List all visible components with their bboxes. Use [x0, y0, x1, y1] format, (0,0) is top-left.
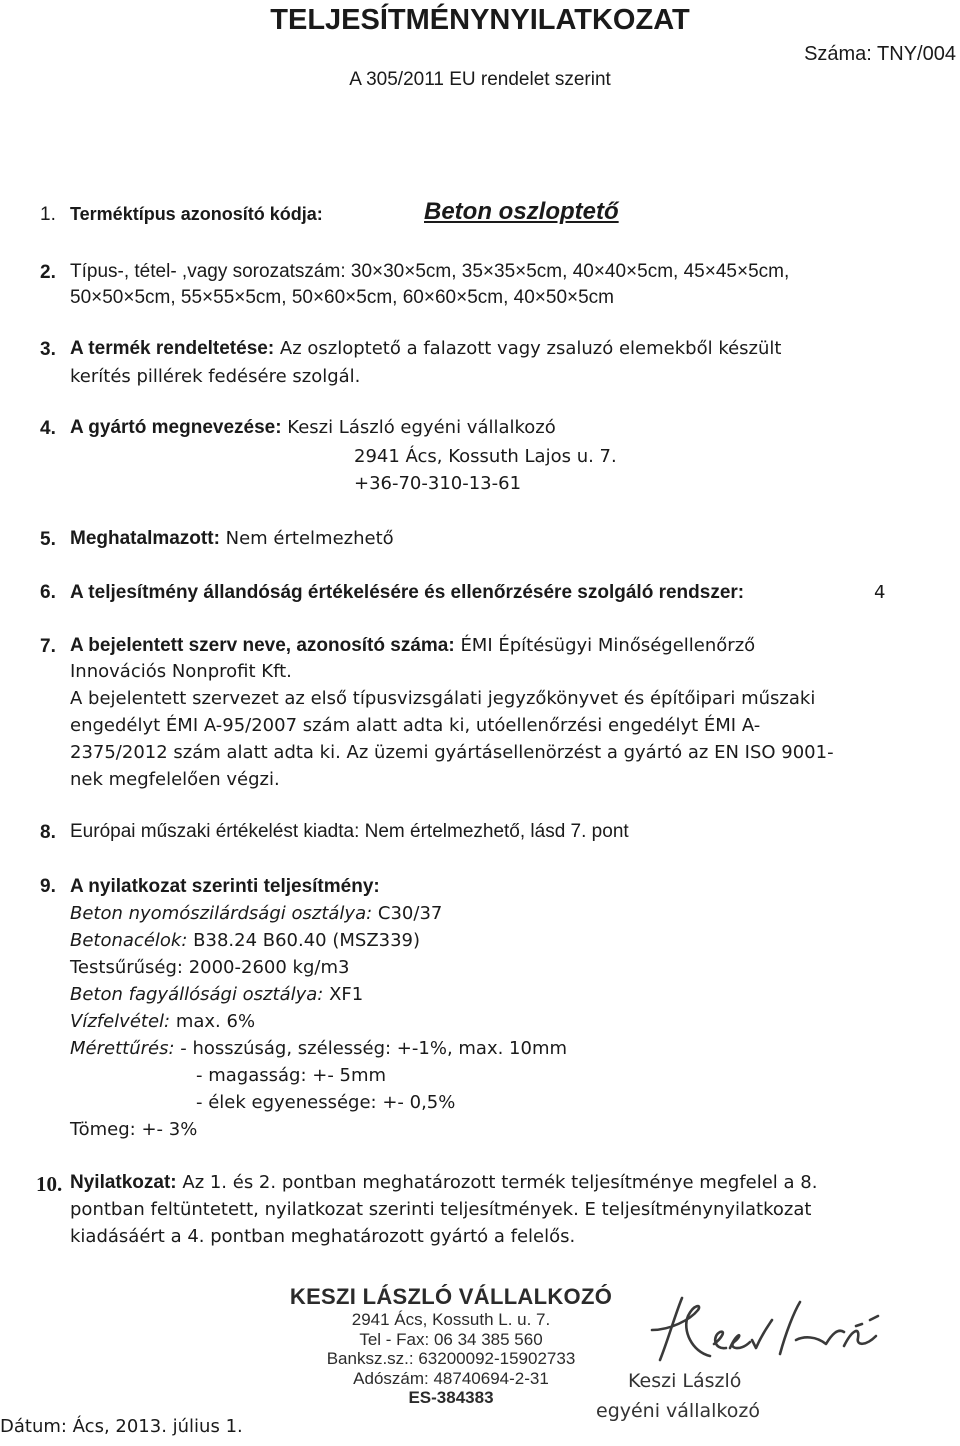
perf-compressive-value: C30/37 [377, 903, 443, 924]
signature-name: Keszi László [628, 1370, 742, 1392]
avcp-system-value: 4 [874, 582, 886, 603]
perf-row-mass: Tömeg: +- 3% [70, 1119, 198, 1140]
section-2-number: 2. [40, 262, 56, 283]
declaration-label: Nyilatkozat: [70, 1172, 177, 1193]
document-subtitle: A 305/2011 EU rendelet szerint [349, 69, 611, 90]
handwritten-signature [630, 1290, 900, 1380]
perf-row-height: - magasság: +- 5mm [196, 1065, 387, 1086]
intended-use [70, 338, 781, 360]
perf-water-value: max. 6% [175, 1011, 256, 1032]
intended-use-label: A termék rendeltetése: [70, 338, 275, 359]
notified-body [70, 635, 755, 657]
section-8-number: 8. [40, 822, 56, 843]
type-series-line-2: 50×50×5cm, 55×55×5cm, 50×60×5cm, 60×60×5cm, 40×50×5cm [70, 287, 614, 308]
perf-steel-value: B38.24 B60.40 (MSZ339) [193, 930, 421, 951]
perf-compressive-label: Beton nyomószilárdsági osztálya: [70, 903, 373, 924]
avcp-system-label: A teljesítmény állandóság értékelésére és ellenőrzésére szolgáló rendszer: [70, 582, 745, 603]
perf-row-density: Testsűrűség: 2000-2600 kg/m3 [70, 957, 350, 978]
authorised-rep-value: Nem értelmezhető [225, 528, 394, 549]
perf-row-compressive [70, 903, 442, 924]
european-assessment: Európai műszaki értékelést kiadta: Nem értelmezhető, lásd 7. pont [70, 821, 629, 842]
section-10-number: 10. [36, 1172, 63, 1196]
section-7-number: 7. [40, 636, 56, 657]
declared-performance-label: A nyilatkozat szerinti teljesítmény: [70, 876, 380, 897]
perf-water-label: Vízfelvétel: [70, 1011, 171, 1032]
declaration-text-3: kiadásáért a 4. pontban meghatározott gyártó a felelős. [70, 1226, 576, 1247]
intended-use-text: Az oszloptető a falazott vagy zsaluzó elemekből készült [279, 338, 782, 359]
perf-tolerance-label: Mérettűrés: [70, 1038, 175, 1059]
authorised-rep [70, 528, 394, 550]
section-9-number: 9. [40, 876, 56, 897]
perf-row-water [70, 1011, 255, 1032]
manufacturer-label: A gyártó megnevezése: [70, 417, 282, 438]
product-type-label: Terméktípus azonosító kódja: [70, 204, 323, 224]
type-series-line-1: Típus-, tétel- ,vagy sorozatszám: 30×30×5cm, 35×35×5cm, 40×40×5cm, 45×45×5cm, [70, 261, 790, 282]
stamp-address: 2941 Ács, Kossuth L. u. 7. [351, 1310, 551, 1329]
section-3-number: 3. [40, 339, 56, 360]
manufacturer-phone: +36-70-310-13-61 [354, 473, 522, 494]
company-stamp [286, 1284, 616, 1408]
perf-row-frost [70, 984, 363, 1005]
stamp-phone: Tel - Fax: 06 34 385 560 [359, 1329, 543, 1349]
section-6-number: 6. [40, 582, 56, 603]
perf-row-edges: - élek egyenessége: +- 0,5% [196, 1092, 456, 1113]
notified-body-para-2: engedélyt ÉMI A-95/2007 szám alatt adta ki, utóellenőrzési engedélyt ÉMI A- [70, 715, 761, 736]
perf-tolerance-value: - hosszúság, szélesség: +-1%, max. 10mm [180, 1038, 568, 1059]
section-5-number: 5. [40, 529, 56, 550]
manufacturer [70, 417, 556, 439]
perf-steel-label: Betonacélok: [70, 930, 188, 951]
declaration-text-1: Az 1. és 2. pontban meghatározott termék teljesítménye megfelel a 8. [182, 1172, 818, 1193]
perf-row-steel [70, 930, 420, 951]
notified-body-para-1: A bejelentett szervezet az első típusvizsgálati jegyzőkönyvet és építőipari műszaki [70, 688, 816, 709]
notified-body-para-3: 2375/2012 szám alatt adta ki. Az üzemi gyártásellenörzést a gyártó az EN ISO 9001- [70, 742, 834, 763]
declaration-date: Dátum: Ács, 2013. július 1. [0, 1416, 243, 1437]
document-title: TELJESÍTMÉNYNYILATKOZAT [270, 4, 690, 36]
notified-body-label: A bejelentett szerv neve, azonosító száma: [70, 635, 455, 656]
stamp-tax: Adószám: 48740694-2-31 [353, 1368, 549, 1388]
manufacturer-name: Keszi László egyéni vállalkozó [287, 417, 556, 438]
perf-frost-label: Beton fagyállósági osztálya: [70, 984, 324, 1005]
notified-body-para-4: nek megfelelően végzi. [70, 769, 280, 790]
stamp-bank: Banksz.sz.: 63200092-15902733 [326, 1349, 576, 1368]
product-type-value: Beton oszloptető [424, 198, 619, 225]
document-number: Száma: TNY/004 [804, 43, 956, 65]
declaration-text-2: pontban feltüntetett, nyilatkozat szerinti teljesítmények. E teljesítménynyilatkozat [70, 1199, 812, 1220]
perf-row-tolerance [70, 1038, 567, 1059]
stamp-company-name: KESZI LÁSZLÓ VÁLLALKOZÓ [289, 1284, 613, 1309]
section-1-number: 1. [40, 204, 56, 225]
perf-frost-value: XF1 [329, 984, 364, 1005]
notified-body-value-2: Innovációs Nonprofit Kft. [70, 661, 292, 682]
intended-use-text-2: kerítés pillérek fedésére szolgál. [70, 366, 361, 387]
manufacturer-address: 2941 Ács, Kossuth Lajos u. 7. [354, 446, 617, 467]
stamp-es: ES-384383 [408, 1388, 494, 1407]
authorised-rep-label: Meghatalmazott: [70, 528, 220, 549]
notified-body-value: ÉMI Építésügyi Minőségellenőrző [460, 635, 756, 656]
signature-title: egyéni vállalkozó [596, 1400, 760, 1422]
section-4-number: 4. [40, 418, 56, 439]
declaration [70, 1172, 817, 1194]
